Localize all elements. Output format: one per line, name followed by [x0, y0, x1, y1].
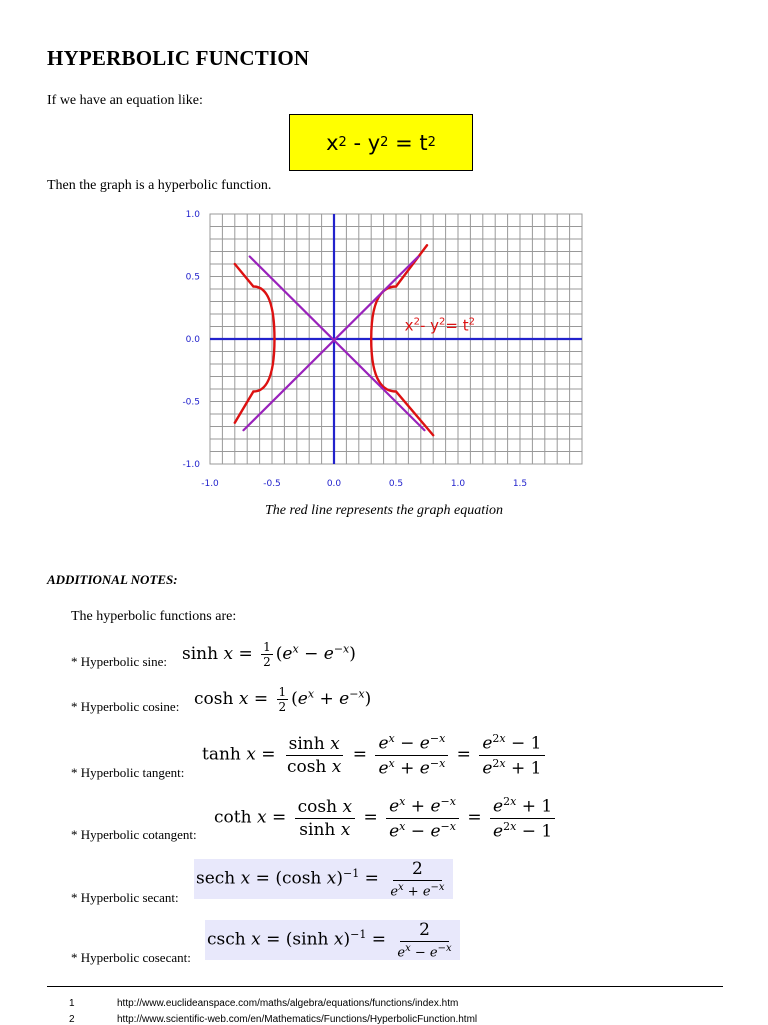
graph-caption: The red line represents the graph equation [265, 503, 503, 518]
csch-formula: csch x = (sinh x)$^{-1}$ = $\frac{2}{e^x - e^{-x}}$ [205, 920, 460, 960]
intro-text: If we have an equation like: [47, 93, 203, 108]
x-tick-label: 1.5 [512, 479, 528, 489]
page-title: HYPERBOLIC FUNCTION [47, 46, 310, 70]
y-tick-label: 0.5 [185, 272, 200, 283]
csch-label: * Hyperbolic cosecant: [71, 950, 191, 965]
sinh-formula: sinh x = $\frac{1}{2}$ $(e^x - e^{-x})$ [182, 640, 356, 669]
annotation-exponent: 2 [468, 316, 475, 328]
annotation-term: - y [419, 316, 440, 335]
cosh-formula: cosh x = $\frac{1}{2}$ $(e^x + e^{-x})$ [194, 685, 372, 714]
x-tick-label: 0.5 [388, 479, 404, 489]
sech-formula: sech x = (cosh x)$^{-1}$ = $\frac{2}{e^x + e^{-x}}$ [194, 859, 453, 899]
hyperbola-chart [170, 205, 590, 495]
footnote-divider [47, 986, 723, 987]
coth-formula: coth x = $\frac{\text{cosh x}}{\text{sinh x}}$ = $\frac{e^x + e^{-x}}{e^x - e^{-x}}$ = $\frac{e^{2x} + 1}{e^{2x} - 1}$ [214, 795, 558, 841]
annotation-exponent: 2 [439, 316, 446, 328]
tanh-label: * Hyperbolic tangent: [71, 765, 185, 780]
annotation-exponent: 2 [413, 316, 420, 328]
x-tick-label: 1.0 [450, 479, 466, 489]
y-tick-label: -1.0 [182, 460, 200, 470]
notes-intro: The hyperbolic functions are: [71, 609, 237, 624]
y-tick-label: 1.0 [185, 210, 200, 220]
graph-intro-text: Then the graph is a hyperbolic function. [47, 178, 272, 193]
tanh-formula: tanh x = $\frac{\text{sinh x}}{\text{cosh x}}$ = $\frac{e^x - e^{-x}}{e^x + e^{-x}}$ = $\frac{e^{2x} - 1}{e^{2x} + 1}$ [202, 732, 548, 778]
equation-box: x 2 - y 2 = t 2 [289, 114, 473, 171]
sech-label: * Hyperbolic secant: [71, 890, 179, 905]
x-tick-label: -1.0 [201, 479, 219, 489]
y-tick-label: -0.5 [182, 397, 200, 408]
footnote-number: 2 [69, 1014, 75, 1025]
annotation-term: = t [445, 316, 469, 335]
notes-heading: ADDITIONAL NOTES: [47, 572, 178, 587]
x-tick-label: -0.5 [263, 479, 281, 489]
sinh-label: * Hyperbolic sine: [71, 654, 168, 669]
cosh-label: * Hyperbolic cosine: [71, 699, 180, 714]
equation-x: x [326, 130, 339, 155]
x-tick-label: 0.0 [326, 479, 342, 489]
annotation-term: x [404, 316, 414, 335]
footnote-link[interactable]: http://www.euclideanspace.com/maths/algebra/equations/functions/index.htm [117, 998, 459, 1009]
footnote-number: 1 [69, 998, 75, 1009]
y-tick-label: 0.0 [185, 335, 200, 345]
footnote-link[interactable]: http://www.scientific-web.com/en/Mathematics/Functions/HyperbolicFunction.html [117, 1014, 478, 1025]
coth-label: * Hyperbolic cotangent: [71, 827, 197, 842]
